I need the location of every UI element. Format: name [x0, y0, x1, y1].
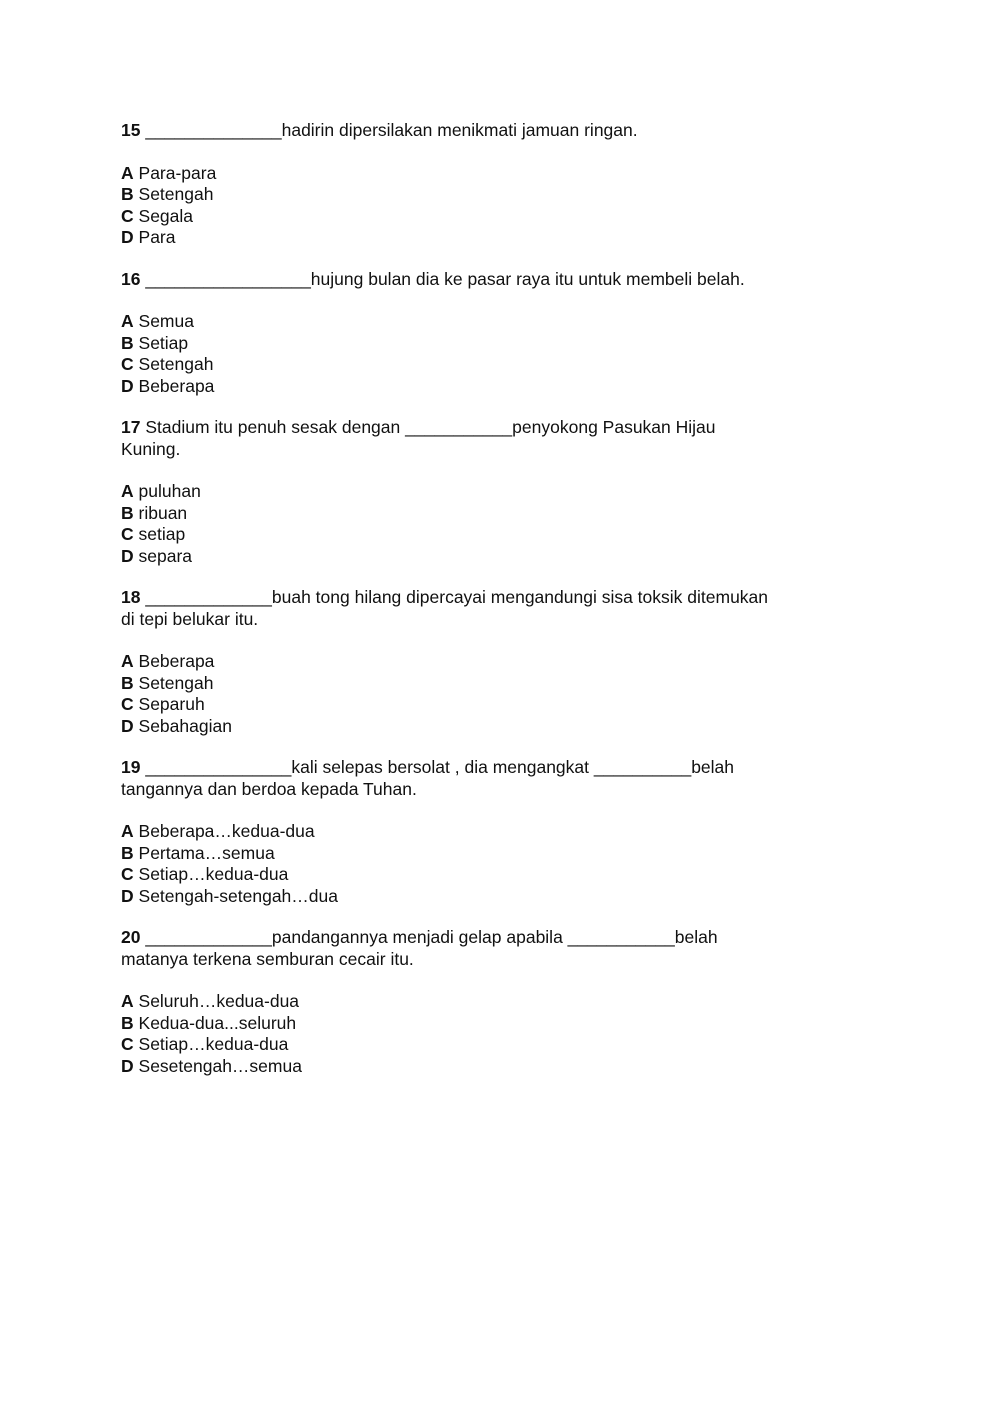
question-18 [121, 587, 821, 737]
question-text: ______________hadirin dipersilakan menikmati jamuan ringan. [145, 120, 638, 140]
option-list [121, 481, 821, 567]
option-letter: D [121, 715, 134, 736]
option-letter: A [121, 821, 134, 841]
question-text: _________________hujung bulan dia ke pasar raya itu untuk membeli belah. [145, 268, 745, 289]
option-letter: A [121, 651, 134, 671]
option-letter: B [121, 1012, 134, 1033]
option-letter: D [121, 1055, 134, 1076]
question-stem [121, 757, 821, 800]
option-d[interactable] [121, 716, 821, 738]
option-list [121, 821, 821, 907]
option-text: Sebahagian [138, 715, 232, 736]
option-list [121, 311, 821, 397]
question-text: _____________pandangannya menjadi gelap apabila ___________belah matanya terkena semburan cecair itu. [121, 927, 718, 969]
option-list [121, 991, 821, 1077]
option-text: Beberapa [138, 375, 215, 396]
option-text: Setengah-setengah…dua [138, 885, 338, 906]
option-b[interactable] [121, 184, 821, 206]
question-stem [121, 269, 821, 291]
question-number: 19 [121, 757, 141, 777]
option-letter: A [121, 991, 134, 1011]
option-text: Para-para [138, 162, 217, 183]
option-letter: C [121, 1034, 134, 1054]
option-text: setiap [138, 524, 186, 544]
option-a[interactable] [121, 821, 821, 843]
option-c[interactable] [121, 1034, 821, 1056]
question-number: 18 [121, 587, 141, 607]
option-c[interactable] [121, 694, 821, 716]
worksheet-page [121, 120, 821, 1097]
question-stem [121, 587, 821, 630]
question-number: 20 [121, 927, 141, 947]
option-text: Setengah [138, 184, 214, 204]
option-d[interactable] [121, 886, 821, 908]
option-c[interactable] [121, 864, 821, 886]
question-20 [121, 927, 821, 1077]
option-a[interactable] [121, 481, 821, 503]
option-d[interactable] [121, 227, 821, 249]
option-letter: D [121, 227, 134, 247]
option-letter: B [121, 332, 134, 353]
option-b[interactable] [121, 1013, 821, 1035]
question-19 [121, 757, 821, 907]
option-c[interactable] [121, 354, 821, 376]
option-text: Para [138, 227, 176, 247]
option-text: Seluruh…kedua-dua [138, 991, 300, 1011]
question-17 [121, 417, 821, 567]
option-letter: C [121, 205, 134, 226]
option-a[interactable] [121, 311, 821, 333]
question-15 [121, 120, 821, 249]
option-b[interactable] [121, 503, 821, 525]
option-text: Setiap [138, 332, 189, 353]
option-letter: B [121, 842, 134, 863]
option-letter: C [121, 694, 134, 714]
option-letter: B [121, 672, 134, 693]
question-text: _____________buah tong hilang dipercayai mengandungi sisa toksik ditemukan di tepi belukar itu. [121, 587, 769, 629]
option-text: Setiap…kedua-dua [138, 1034, 289, 1054]
option-text: Semua [138, 311, 194, 331]
option-list [121, 163, 821, 249]
question-text: _______________kali selepas bersolat , dia mengangkat __________belah tangannya dan berdoa kepada Tuhan. [121, 757, 735, 799]
option-text: ribuan [138, 502, 188, 523]
question-number: 15 [121, 120, 141, 140]
option-d[interactable] [121, 1056, 821, 1078]
option-text: Beberapa [138, 651, 215, 671]
option-letter: A [121, 481, 134, 501]
option-b[interactable] [121, 673, 821, 695]
option-text: Setengah [138, 354, 214, 374]
option-text: Kedua-dua...seluruh [138, 1012, 297, 1033]
question-text: Stadium itu penuh sesak dengan ___________penyokong Pasukan Hijau Kuning. [121, 417, 716, 459]
question-stem [121, 120, 821, 142]
option-b[interactable] [121, 843, 821, 865]
option-letter: A [121, 162, 134, 183]
option-a[interactable] [121, 163, 821, 185]
option-d[interactable] [121, 546, 821, 568]
option-d[interactable] [121, 376, 821, 398]
option-letter: D [121, 545, 134, 566]
option-letter: D [121, 375, 134, 396]
option-letter: C [121, 354, 134, 374]
option-text: Separuh [138, 694, 205, 714]
option-letter: C [121, 524, 134, 544]
question-stem [121, 417, 821, 460]
option-a[interactable] [121, 651, 821, 673]
option-letter: D [121, 885, 134, 906]
option-text: Sesetengah…semua [138, 1055, 302, 1076]
option-letter: A [121, 311, 134, 331]
option-text: Pertama…semua [138, 842, 275, 863]
option-list [121, 651, 821, 737]
question-16 [121, 269, 821, 398]
option-c[interactable] [121, 524, 821, 546]
option-text: puluhan [138, 481, 201, 501]
option-text: Setengah [138, 672, 214, 693]
question-number: 16 [121, 268, 141, 289]
option-text: Beberapa…kedua-dua [138, 821, 315, 841]
option-letter: C [121, 864, 134, 884]
option-a[interactable] [121, 991, 821, 1013]
option-letter: B [121, 184, 134, 204]
option-text: Setiap…kedua-dua [138, 864, 289, 884]
option-c[interactable] [121, 206, 821, 228]
option-b[interactable] [121, 333, 821, 355]
option-letter: B [121, 502, 134, 523]
question-number: 17 [121, 417, 141, 437]
question-stem [121, 927, 821, 970]
option-text: Segala [138, 205, 194, 226]
option-text: separa [138, 545, 193, 566]
